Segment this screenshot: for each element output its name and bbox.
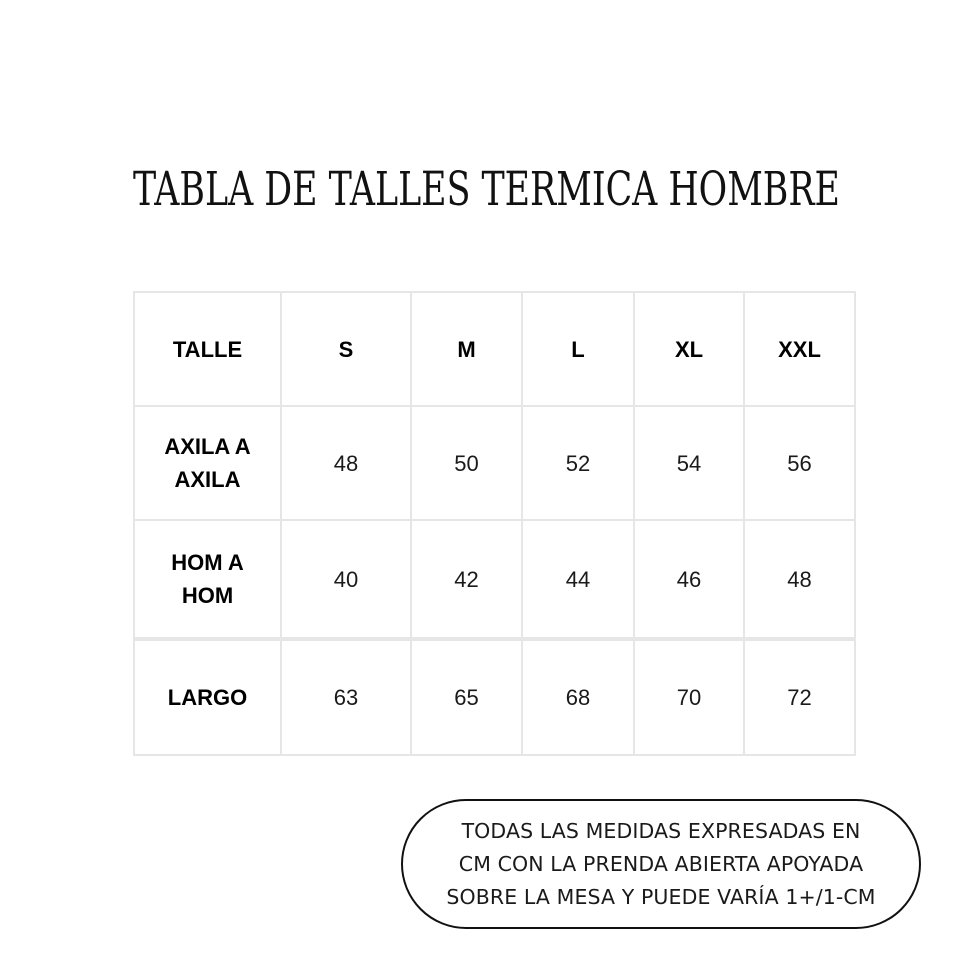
cell-largo-l: 68 (522, 639, 634, 755)
row-label-line-1: AXILA A (164, 434, 251, 459)
cell-axila-m: 50 (411, 406, 522, 520)
header-cell-xl: XL (634, 292, 744, 406)
header-cell-l: L (522, 292, 634, 406)
cell-hom-xxl: 48 (744, 520, 855, 639)
cell-largo-m: 65 (411, 639, 522, 755)
table-row-axila (134, 406, 855, 520)
header-cell-m: M (411, 292, 522, 406)
cell-axila-xl: 54 (634, 406, 744, 520)
cell-hom-s: 40 (281, 520, 411, 639)
cell-largo-s: 63 (281, 639, 411, 755)
table-row-largo (134, 639, 855, 755)
cell-hom-l: 44 (522, 520, 634, 639)
row-label-axila-a-axila (134, 406, 281, 520)
measurement-note-box (401, 799, 921, 929)
cell-axila-xxl: 56 (744, 406, 855, 520)
note-line-1: TODAS LAS MEDIDAS EXPRESADAS EN (461, 818, 861, 843)
cell-largo-xxl: 72 (744, 639, 855, 755)
note-line-2: CM CON LA PRENDA ABIERTA APOYADA (458, 851, 864, 876)
cell-hom-m: 42 (411, 520, 522, 639)
header-cell-s: S (281, 292, 411, 406)
row-label-line-2: HOM (181, 583, 234, 608)
cell-axila-l: 52 (522, 406, 634, 520)
page-title: TABLA DE TALLES TERMICA HOMBRE (133, 162, 840, 217)
row-label-line-2: AXILA (174, 467, 241, 492)
note-line-3: SOBRE LA MESA Y PUEDE VARÍA 1+/1-CM (446, 884, 876, 909)
table-row-hom (134, 520, 855, 639)
row-label-largo: LARGO (134, 639, 281, 755)
cell-hom-xl: 46 (634, 520, 744, 639)
row-label-hom-a-hom (134, 520, 281, 639)
row-label-line-1: HOM A (171, 550, 244, 575)
size-chart-table (133, 291, 856, 756)
cell-largo-xl: 70 (634, 639, 744, 755)
header-cell-talle: TALLE (134, 292, 281, 406)
header-cell-xxl: XXL (744, 292, 855, 406)
cell-axila-s: 48 (281, 406, 411, 520)
table-header-row (134, 292, 855, 406)
measurement-note-text (411, 815, 911, 914)
